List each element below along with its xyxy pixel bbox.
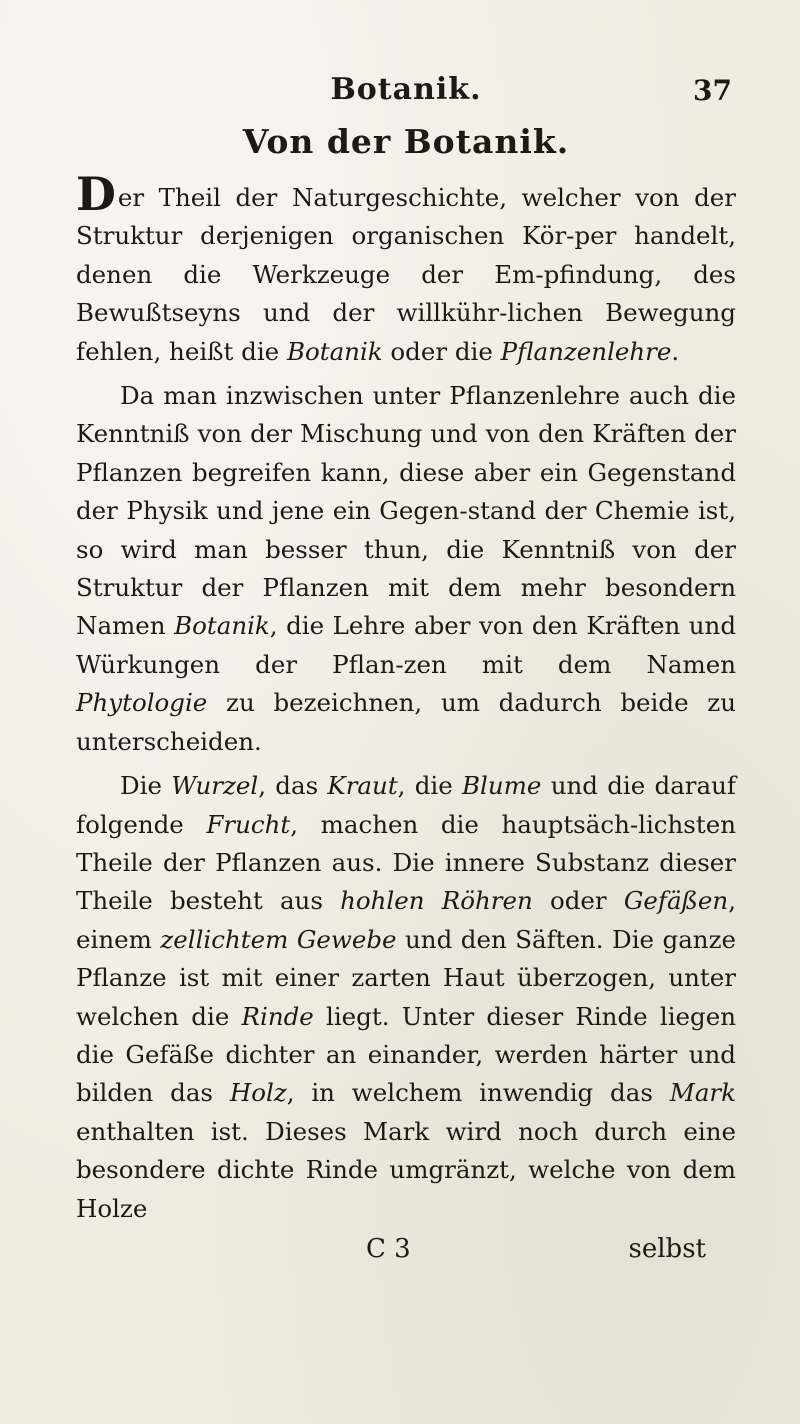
term-phytologie: Phytologie: [76, 688, 208, 718]
page-number: 37: [693, 74, 732, 107]
term-mark: Mark: [669, 1078, 736, 1108]
term-wurzel: Wurzel: [171, 771, 259, 801]
text-run: oder: [532, 886, 624, 916]
page-footer: [76, 1234, 736, 1274]
text-run: und die darauf folgende: [76, 771, 736, 839]
paragraph-plant-parts: [76, 767, 736, 1228]
text-run: Die: [120, 771, 172, 801]
section-title: Von der Botanik.: [242, 122, 570, 161]
term-botanik: Botanik: [286, 336, 383, 366]
text-run: er Theil der Naturgeschichte, welcher von der Struktur derjenigen organischen Kör-per handelt, denen die Werkzeuge der Em-pfindung, des Bewußtseyns und der willkühr-lichen Bewegung fehlen, heißt die: [76, 183, 736, 366]
text-run: , das: [258, 771, 328, 801]
term-hohlen-roehren: hohlen Röhren: [340, 886, 533, 916]
paragraph-distinction: [76, 377, 736, 761]
term-holz: Holz: [229, 1078, 287, 1108]
term-pflanzenlehre: Pflanzenlehre: [500, 336, 672, 366]
text-run: , einem: [76, 886, 736, 954]
text-run: , machen die hauptsäch-lichsten Theile der Pflanzen aus. Die innere Substanz dieser Theile besteht aus: [76, 809, 736, 916]
term-gefaessen: Gefäßen: [623, 886, 729, 916]
text-run: oder die: [382, 336, 501, 366]
term-blume: Blume: [462, 771, 542, 801]
text-run: und den Säften. Die ganze Pflanze ist mit einer zarten Haut überzogen, unter welchen die: [76, 924, 736, 1031]
running-title: Botanik.: [330, 72, 482, 107]
paragraph-definition: [76, 167, 736, 371]
text-run: zu bezeichnen, um dadurch beide zu unterscheiden.: [76, 688, 736, 756]
text-run: , die: [397, 771, 463, 801]
text-run: , die Lehre aber von den Kräften und Würkungen der Pflan-zen mit dem Namen: [76, 611, 737, 679]
term-rinde: Rinde: [241, 1001, 314, 1031]
term-zellichtem-gewebe: zellichtem Gewebe: [160, 924, 397, 954]
term-kraut: Kraut: [327, 771, 398, 801]
text-run: Da man inzwischen unter Pflanzenlehre auch die Kenntniß von der Mischung und von den Kräften der Pflanzen begreifen kann, diese aber ein Gegenstand der Physik und jene ein Gegen-stand der Chemie ist, so wird man besser thun, die Kenntniß von der Struktur der Pflanzen mit dem mehr besondern Namen: [76, 381, 736, 641]
text-run: , in welchem inwendig das: [286, 1078, 670, 1108]
text-run: enthalten ist. Dieses Mark wird noch durch eine besondere dichte Rinde umgränzt, welche von dem Holze: [76, 1116, 736, 1223]
running-head: [76, 64, 736, 112]
term-botanik: Botanik: [174, 611, 270, 641]
signature-mark: C 3: [366, 1233, 411, 1264]
drop-cap: D: [76, 167, 116, 221]
term-frucht: Frucht: [206, 809, 291, 839]
text-run: liegt. Unter dieser Rinde liegen die Gefäße dichter an einander, werden härter und bilden das: [76, 1001, 736, 1108]
catchword: selbst: [628, 1233, 706, 1264]
text-run: .: [671, 336, 680, 366]
body-text: [76, 167, 737, 1228]
